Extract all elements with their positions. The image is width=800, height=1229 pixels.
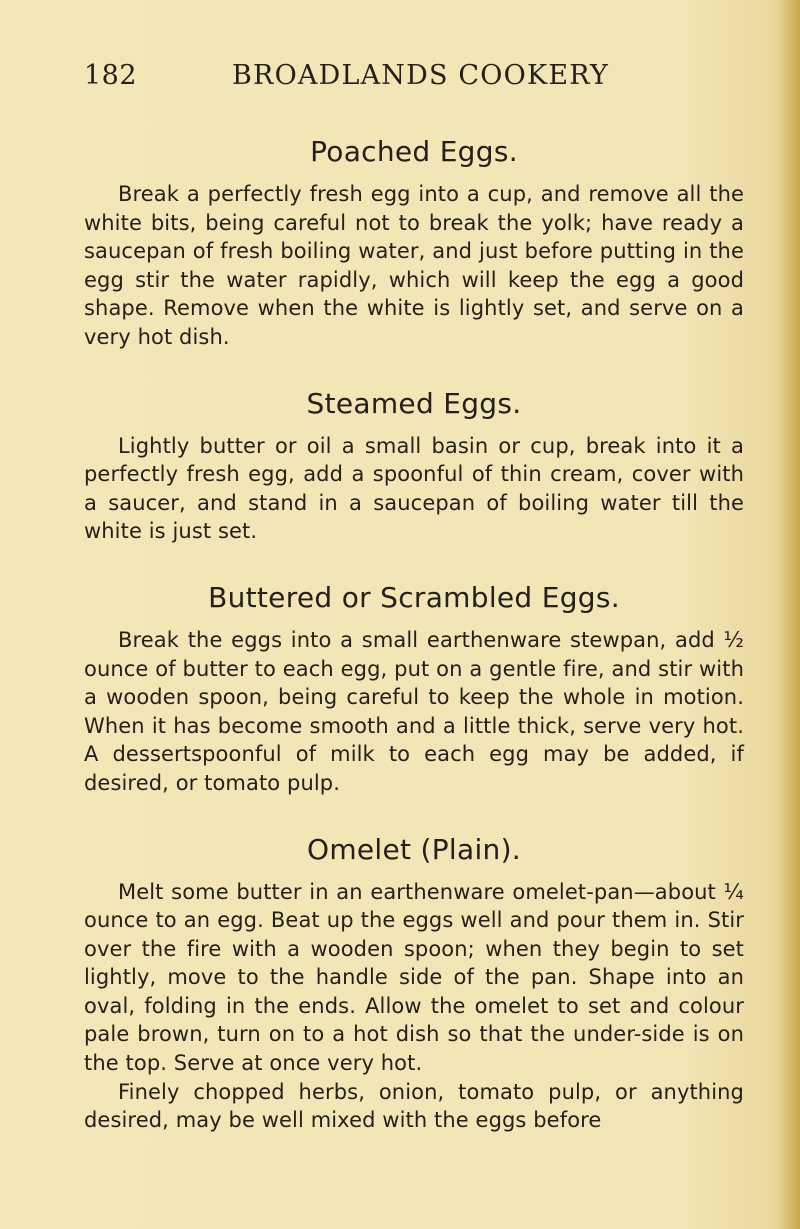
recipe-title: Buttered or Scrambled Eggs. <box>208 580 620 614</box>
recipe-scrambled-eggs <box>84 574 744 798</box>
page-edge-shading <box>778 0 800 1229</box>
page-body <box>84 128 744 1163</box>
page-header <box>84 60 724 104</box>
recipe-poached-eggs <box>84 128 744 352</box>
recipe-title: Omelet (Plain). <box>306 832 522 866</box>
recipe-paragraph: Break the eggs into a small earthenware stewpan, add ½ ounce of butter to each egg, put on a gentle fire, and stir with a wooden spoon, being careful to keep the whole in motion. When it has become smooth and a little thick, serve very hot. A dessertspoonful of milk to each egg may be added, if desired, or tomato pulp. <box>84 627 744 795</box>
page-number: 182 <box>84 60 138 91</box>
recipe-title: Poached Eggs. <box>310 135 518 168</box>
recipe-title: Steamed Eggs. <box>306 386 522 420</box>
recipe-paragraph: Finely chopped herbs, onion, tomato pulp, or anything desired, may be well mixed with the eggs before <box>84 1079 744 1133</box>
recipe-omelet-plain <box>84 826 744 1135</box>
recipe-steamed-eggs <box>84 380 744 546</box>
recipe-paragraph: Melt some butter in an earthenware omelet-pan—about ¼ ounce to an egg. Beat up the eggs well and pour them in. Stir over the fire with a wooden spoon; when they begin to set lightly, move to the handle side of the pan. Shape into an oval, folding in the ends. Allow the omelet to set and colour pale brown, turn on to a hot dish so that the under-side is on the top. Serve at once very hot. <box>84 879 744 1076</box>
recipe-paragraph: Break a perfectly fresh egg into a cup, and remove all the white bits, being careful not to break the yolk; have ready a saucepan of fresh boiling water, and just before putting in the egg stir the water rapidly, which will keep the egg a good shape. Remove when the white is lightly set, and serve on a very hot dish. <box>84 182 744 349</box>
running-title: BROADLANDS COOKERY <box>232 60 609 91</box>
recipe-paragraph: Lightly butter or oil a small basin or cup, break into it a perfectly fresh egg, add a spoonful of thin cream, cover with a saucer, and stand in a saucepan of boiling water till the white is just set. <box>84 433 744 544</box>
